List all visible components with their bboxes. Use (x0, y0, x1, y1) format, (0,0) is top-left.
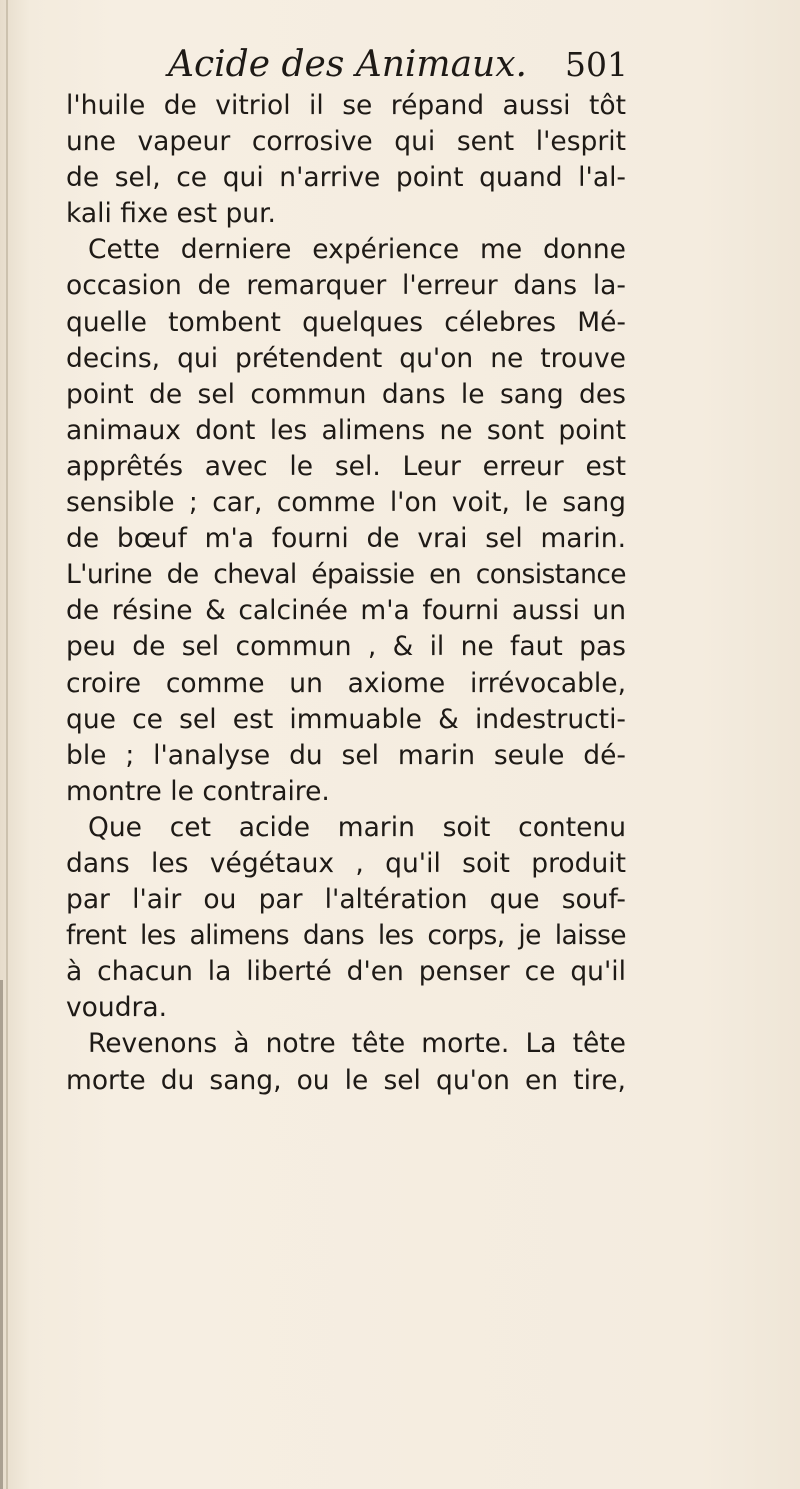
page-header (0, 40, 800, 90)
text-line: de sel, ce qui n'arrive point quand l'al- (66, 162, 626, 194)
text-line: de bœuf m'a fourni de vrai sel marin. (66, 523, 626, 555)
text-line: peu de sel commun , & il ne faut pas (66, 631, 626, 663)
text-line: frent les alimens dans les corps, je laisse (66, 920, 626, 952)
text-line: ble ; l'analyse du sel marin seule dé- (66, 739, 626, 771)
text-line: par l'air ou par l'altération que souf- (66, 884, 626, 916)
text-line: apprêtés avec le sel. Leur erreur est (66, 450, 626, 482)
text-line: croire comme un axiome irrévocable, (66, 667, 626, 699)
gutter-shadow (6, 0, 8, 1489)
text-line: à chacun la liberté d'en penser ce qu'il (66, 956, 626, 988)
text-line: une vapeur corrosive qui sent l'esprit (66, 126, 626, 158)
text-line: de résine & calcinée m'a fourni aussi un (66, 595, 626, 627)
text-line: occasion de remarquer l'erreur dans la- (66, 270, 626, 302)
text-line: voudra. (66, 992, 168, 1024)
text-line: Cette derniere expérience me donne (88, 234, 626, 266)
body-text (66, 88, 626, 1099)
text-line: morte du sang, ou le sel qu'on en tire, (66, 1064, 626, 1096)
text-line: montre le contraire. (66, 775, 330, 807)
page-number: 501 (565, 45, 628, 84)
text-line: Que cet acide marin soit contenu (88, 811, 626, 843)
text-line: animaux dont les alimens ne sont point (66, 414, 626, 446)
text-line: quelle tombent quelques célebres Mé- (66, 306, 626, 338)
text-line: L'urine de cheval épaissie en consistance (66, 559, 626, 591)
text-line: que ce sel est immuable & indestructi- (66, 703, 626, 735)
running-title: Acide des Animaux. (168, 44, 527, 85)
text-line: l'huile de vitriol il se répand aussi tôt (66, 90, 626, 121)
text-line: decins, qui prétendent qu'on ne trouve (66, 342, 626, 374)
page-edge-shadow (0, 980, 3, 1489)
text-line: dans les végétaux , qu'il soit produit (66, 847, 626, 879)
text-line: Revenons à notre tête morte. La tête (88, 1028, 626, 1060)
text-line: sensible ; car, comme l'on voit, le sang (66, 487, 626, 519)
text-line: point de sel commun dans le sang des (66, 378, 626, 410)
text-line: kali fixe est pur. (66, 198, 276, 230)
